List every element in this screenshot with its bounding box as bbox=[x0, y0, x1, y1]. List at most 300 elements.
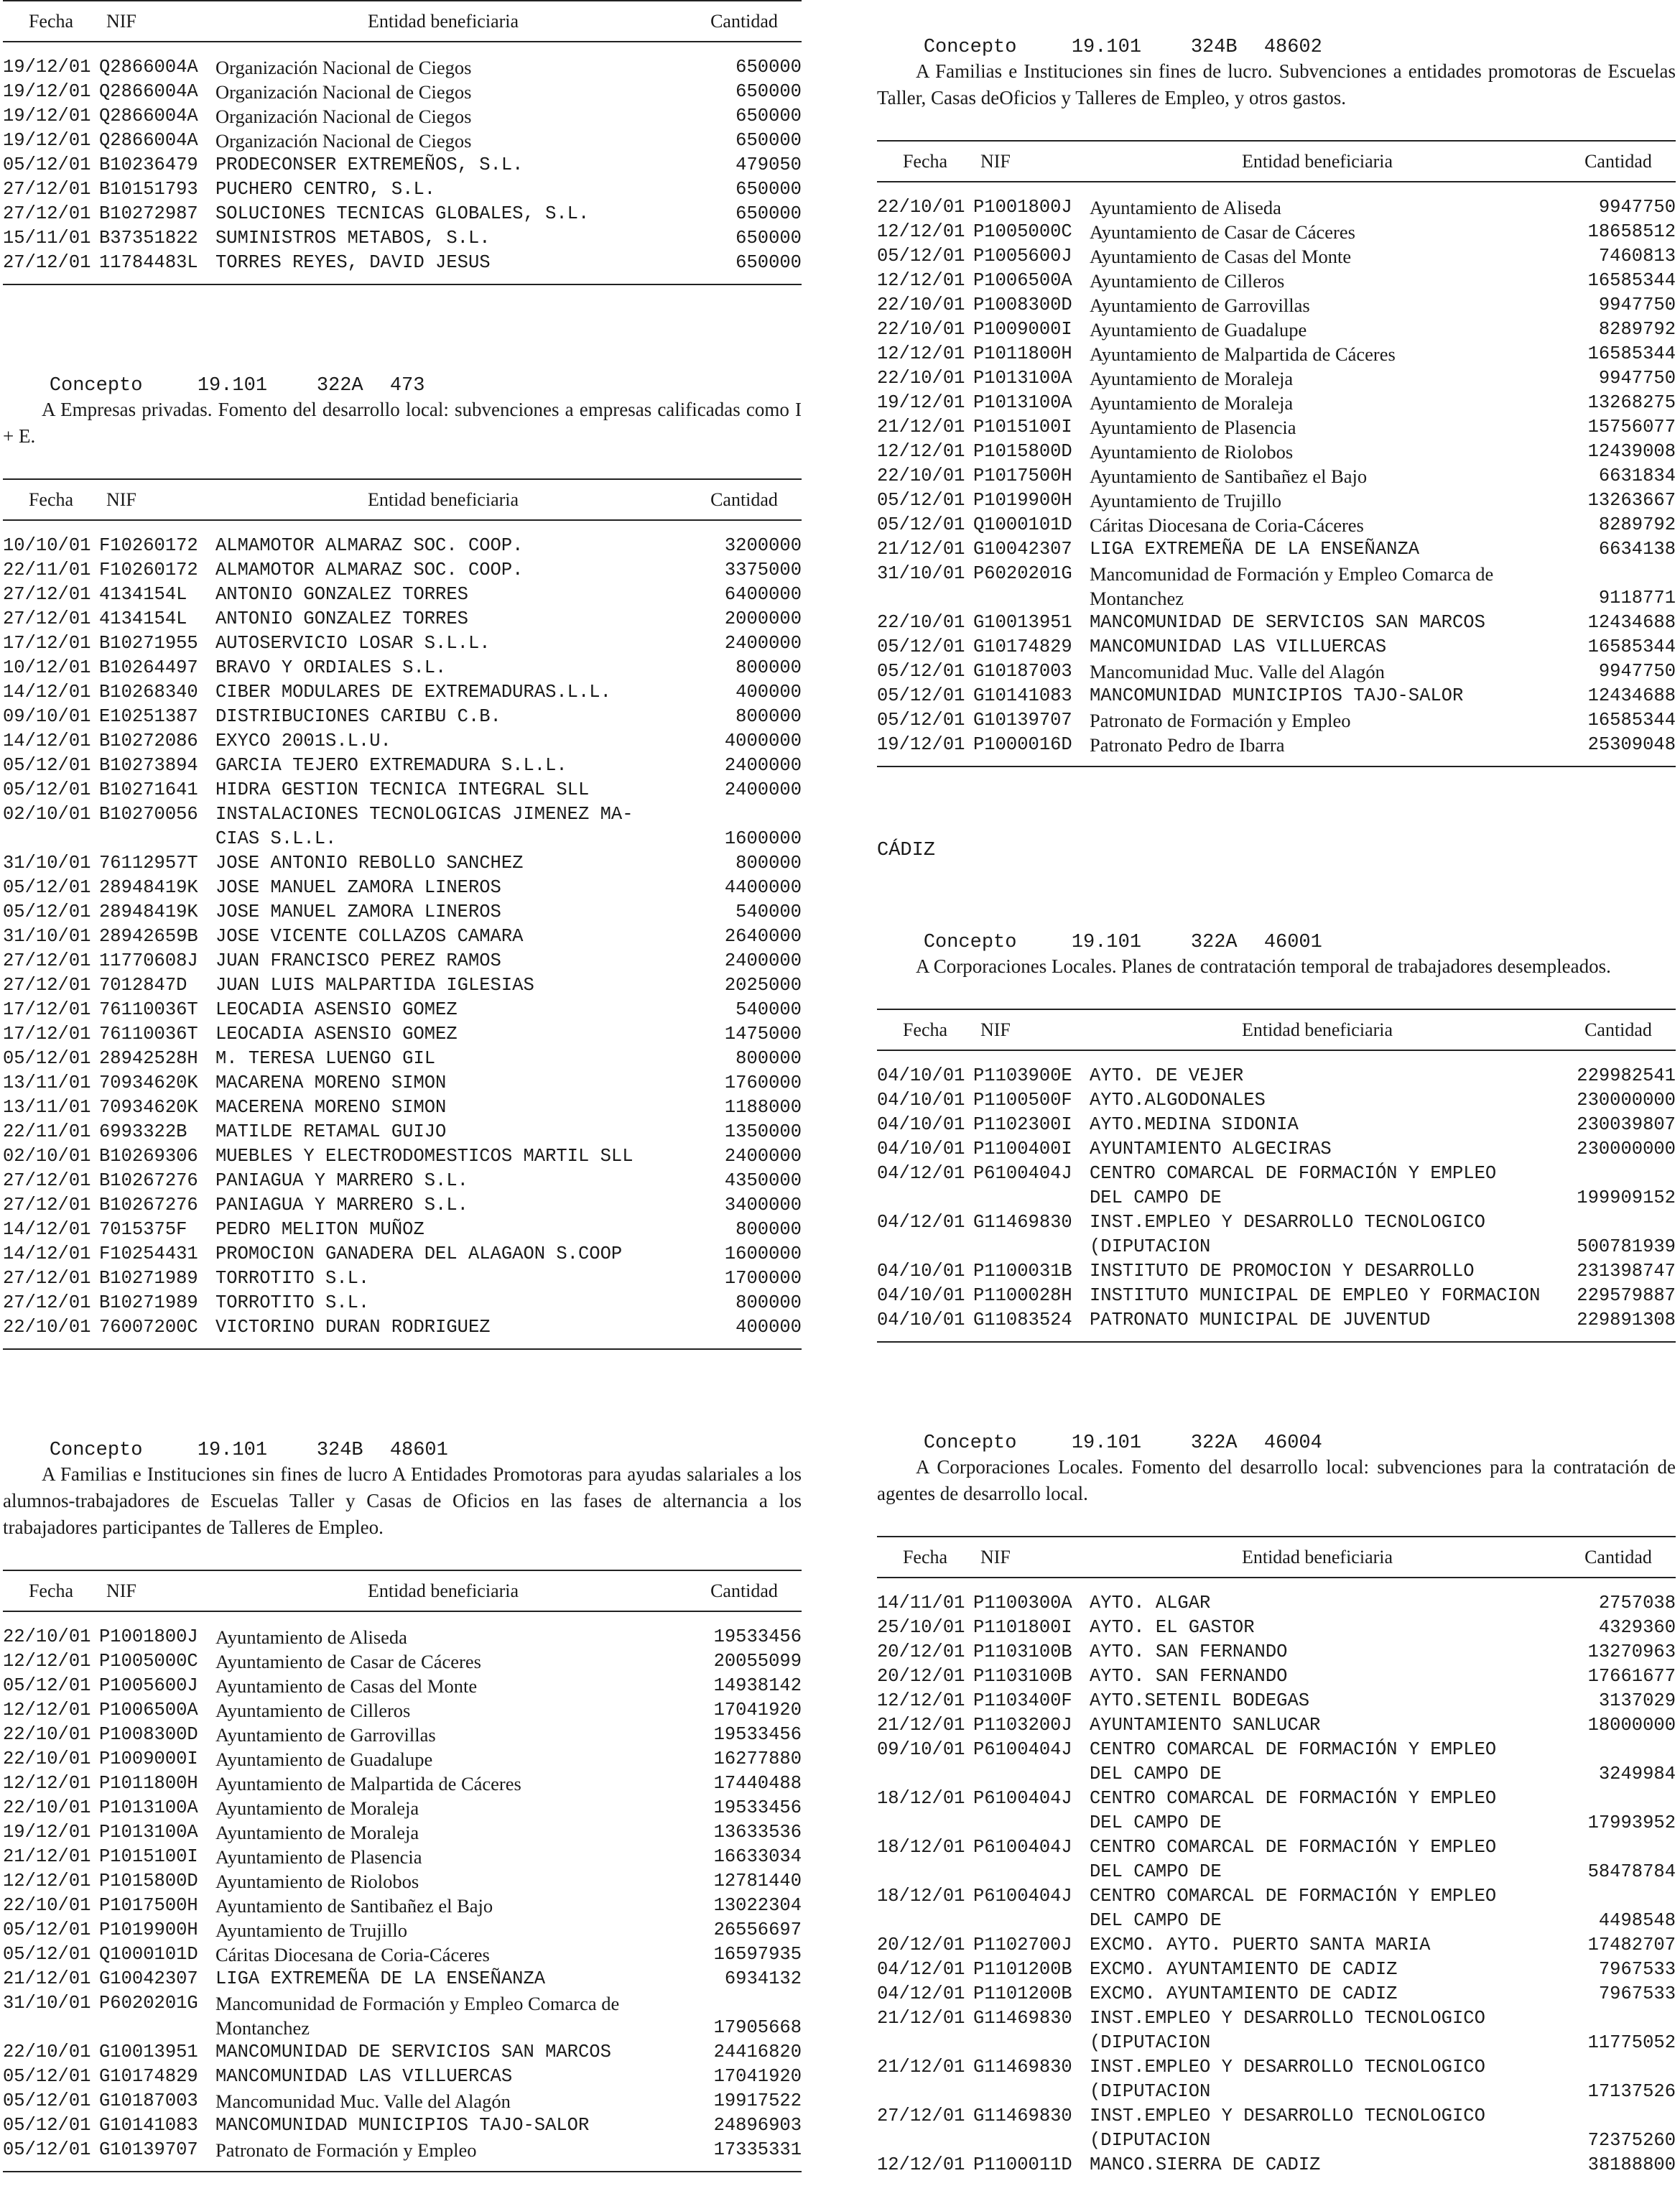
cell-nif: B10267276 bbox=[99, 1195, 198, 1215]
cell-cantidad: 1350000 bbox=[724, 1121, 802, 1142]
entidad-line: EXCMO. AYUNTAMIENTO DE CADIZ bbox=[1090, 1983, 1398, 2004]
cell-entidad bbox=[215, 705, 701, 729]
cell-cantidad: 2400000 bbox=[724, 779, 802, 800]
cell-entidad bbox=[215, 1723, 701, 1747]
entidad-line: Ayuntamiento de Guadalupe bbox=[215, 1749, 433, 1770]
cell-fecha: 27/12/01 bbox=[3, 950, 91, 971]
cell-entidad bbox=[1090, 1137, 1575, 1162]
table-row bbox=[3, 1845, 802, 1869]
entidad-line: BRAVO Y ORDIALES S.L. bbox=[215, 657, 447, 678]
table-row bbox=[3, 851, 802, 876]
cell-cantidad: 4000000 bbox=[724, 731, 802, 751]
cell-fecha: 19/12/01 bbox=[3, 106, 91, 126]
table-row bbox=[3, 80, 802, 104]
cell-fecha: 13/11/01 bbox=[3, 1073, 91, 1093]
header-cantidad: Cantidad bbox=[710, 488, 778, 510]
cell-nif: P1013100A bbox=[973, 392, 1072, 413]
cell-entidad bbox=[1090, 293, 1575, 318]
cell-fecha: 22/10/01 bbox=[877, 197, 965, 218]
header-nif: NIF bbox=[106, 10, 136, 32]
entidad-line: MANCO.SIERRA DE CADIZ bbox=[1090, 2154, 1321, 2175]
cell-cantidad: 16585344 bbox=[1587, 710, 1676, 731]
cell-cantidad: 6934132 bbox=[724, 1968, 802, 1989]
cell-cantidad: 800000 bbox=[735, 657, 802, 678]
entidad-line: MACERENA MORENO SIMON bbox=[215, 1097, 447, 1118]
cell-nif: P1008300D bbox=[973, 295, 1072, 315]
cell-fecha: 17/12/01 bbox=[3, 633, 91, 654]
cell-cantidad: 500781939 bbox=[1577, 1236, 1676, 1257]
cell-entidad bbox=[215, 729, 701, 754]
cell-nif: P1100300A bbox=[973, 1593, 1072, 1613]
cell-cantidad: 3375000 bbox=[724, 560, 802, 580]
cell-nif: P1006500A bbox=[973, 270, 1072, 291]
concept-line bbox=[3, 1407, 802, 1461]
cell-nif: P1011800H bbox=[973, 343, 1072, 364]
entidad-line: AYUNTAMIENTO ALGECIRAS bbox=[1090, 1139, 1332, 1159]
table-row bbox=[3, 2089, 802, 2113]
cell-entidad bbox=[1090, 1787, 1575, 1835]
cell-entidad bbox=[1090, 1259, 1575, 1284]
cell-nif: Q1000101D bbox=[973, 514, 1072, 535]
cell-entidad bbox=[215, 80, 701, 104]
cell-fecha: 14/12/01 bbox=[3, 731, 91, 751]
entidad-line: INST.EMPLEO Y DESARROLLO TECNOLOGICO bbox=[1090, 2106, 1485, 2126]
cell-nif: P1000016D bbox=[973, 734, 1072, 755]
cell-cantidad: 199909152 bbox=[1577, 1187, 1676, 1208]
entidad-line: CIBER MODULARES DE EXTREMADURAS.L.L. bbox=[215, 682, 611, 703]
cell-fecha: 12/12/01 bbox=[3, 1651, 91, 1672]
cell-cantidad: 9947750 bbox=[1598, 368, 1676, 389]
cell-cantidad: 6631834 bbox=[1598, 466, 1676, 486]
cell-entidad bbox=[215, 1796, 701, 1820]
cell-entidad bbox=[215, 2065, 701, 2089]
cell-entidad bbox=[1090, 1738, 1575, 1787]
table-body bbox=[3, 1612, 802, 2172]
cell-fecha: 05/12/01 bbox=[3, 1919, 91, 1940]
cell-cantidad: 18000000 bbox=[1587, 1715, 1676, 1736]
table-row bbox=[3, 177, 802, 202]
entidad-line: JOSE MANUEL ZAMORA LINEROS bbox=[215, 902, 501, 922]
entidad-line: AYTO. SAN FERNANDO bbox=[1090, 1641, 1288, 1662]
table-row bbox=[3, 2138, 802, 2162]
cell-cantidad: 4350000 bbox=[724, 1170, 802, 1191]
cell-cantidad: 9118771 bbox=[1598, 588, 1676, 608]
entidad-line: Mancomunidad Muc. Valle del Alagón bbox=[215, 2090, 511, 2112]
cell-fecha: 14/12/01 bbox=[3, 682, 91, 703]
cell-fecha: 12/12/01 bbox=[877, 2154, 965, 2175]
table-row bbox=[3, 2113, 802, 2138]
cell-nif: G10174829 bbox=[973, 636, 1072, 657]
cell-fecha: 27/12/01 bbox=[3, 1268, 91, 1289]
cell-cantidad: 17335331 bbox=[713, 2139, 802, 2160]
table-row bbox=[3, 2040, 802, 2065]
table-row bbox=[3, 1144, 802, 1169]
table-row bbox=[3, 1674, 802, 1698]
cell-cantidad: 16633034 bbox=[713, 1846, 802, 1867]
entidad-line: M. TERESA LUENGO GIL bbox=[215, 1048, 436, 1069]
cell-nif: G11469830 bbox=[973, 2106, 1072, 2126]
header-entidad: Entidad beneficiaria bbox=[1241, 1546, 1393, 1567]
cell-entidad bbox=[215, 1242, 701, 1266]
cell-nif: P1015800D bbox=[973, 441, 1072, 462]
entidad-line: SUMINISTROS METABOS, S.L. bbox=[215, 228, 491, 249]
table-row bbox=[3, 104, 802, 129]
cell-cantidad: 6634138 bbox=[1598, 539, 1676, 560]
cell-fecha: 12/12/01 bbox=[877, 441, 965, 462]
table-header bbox=[877, 140, 1676, 182]
cell-fecha: 19/12/01 bbox=[877, 734, 965, 755]
table-row bbox=[877, 391, 1676, 415]
cell-nif: B10272086 bbox=[99, 731, 198, 751]
cell-fecha: 12/12/01 bbox=[877, 221, 965, 242]
table-row bbox=[3, 1022, 802, 1047]
entidad-line-continued: DEL CAMPO DE bbox=[1090, 1187, 1222, 1208]
entidad-line: ALMAMOTOR ALMARAZ SOC. COOP. bbox=[215, 560, 524, 580]
cell-cantidad: 2400000 bbox=[724, 950, 802, 971]
entidad-line: LEOCADIA ASENSIO GOMEZ bbox=[215, 999, 458, 1020]
cell-cantidad: 13263667 bbox=[1587, 490, 1676, 511]
province-heading: CÁDIZ bbox=[877, 840, 936, 861]
cell-cantidad: 2400000 bbox=[724, 1146, 802, 1167]
table-row bbox=[3, 876, 802, 900]
cell-fecha: 18/12/01 bbox=[877, 1837, 965, 1858]
cell-fecha: 04/10/01 bbox=[877, 1090, 965, 1111]
cell-fecha: 17/12/01 bbox=[3, 999, 91, 1020]
cell-cantidad: 2400000 bbox=[724, 755, 802, 776]
cell-fecha: 21/12/01 bbox=[3, 1846, 91, 1867]
cell-fecha: 31/10/01 bbox=[3, 853, 91, 874]
cell-entidad bbox=[1090, 1933, 1575, 1958]
cell-entidad bbox=[1090, 1162, 1575, 1210]
cell-nif: G10139707 bbox=[973, 710, 1072, 731]
cell-fecha: 12/12/01 bbox=[877, 270, 965, 291]
entidad-line: Ayuntamiento de Cilleros bbox=[1090, 270, 1285, 292]
cell-nif: P1001800J bbox=[99, 1626, 198, 1647]
entidad-line: PRODECONSER EXTREMEÑOS, S.L. bbox=[215, 154, 524, 175]
cell-entidad bbox=[215, 1967, 701, 1991]
concept-subconcept: 46001 bbox=[1263, 932, 1322, 953]
cell-nif: 70934620K bbox=[99, 1097, 198, 1118]
table-row bbox=[877, 1308, 1676, 1333]
cell-cantidad: 650000 bbox=[735, 130, 802, 151]
cell-cantidad: 17661677 bbox=[1587, 1666, 1676, 1687]
cell-fecha: 19/12/01 bbox=[877, 392, 965, 413]
table-row bbox=[3, 900, 802, 925]
cell-cantidad: 800000 bbox=[735, 1292, 802, 1313]
cell-fecha: 05/12/01 bbox=[3, 2090, 91, 2111]
entidad-line: AYUNTAMIENTO SANLUCAR bbox=[1090, 1715, 1321, 1736]
cell-fecha: 17/12/01 bbox=[3, 1024, 91, 1045]
cell-nif: 28942659B bbox=[99, 926, 198, 947]
cell-fecha: 10/10/01 bbox=[3, 535, 91, 556]
entidad-line: Ayuntamiento de Moraleja bbox=[1090, 392, 1294, 414]
entidad-line: INST.EMPLEO Y DESARROLLO TECNOLOGICO bbox=[1090, 2008, 1485, 2029]
table-row bbox=[3, 1820, 802, 1845]
cell-cantidad: 650000 bbox=[735, 179, 802, 200]
cell-entidad bbox=[1090, 1664, 1575, 1689]
entidad-line: Ayuntamiento de Plasencia bbox=[215, 1846, 422, 1868]
cell-fecha: 10/12/01 bbox=[3, 657, 91, 678]
cell-entidad bbox=[215, 876, 701, 900]
table-row bbox=[3, 1291, 802, 1315]
entidad-line: CENTRO COMARCAL DE FORMACIÓN Y EMPLEO bbox=[1090, 1163, 1497, 1184]
cell-fecha: 21/12/01 bbox=[3, 1968, 91, 1989]
table-header bbox=[3, 1570, 802, 1612]
cell-entidad bbox=[1090, 635, 1575, 659]
cell-fecha: 27/12/01 bbox=[3, 203, 91, 224]
cell-entidad bbox=[215, 153, 701, 177]
entidad-line: MANCOMUNIDAD MUNICIPIOS TAJO-SALOR bbox=[1090, 685, 1464, 706]
cell-cantidad: 8289792 bbox=[1598, 319, 1676, 340]
cell-cantidad: 479050 bbox=[735, 154, 802, 175]
cell-fecha: 04/12/01 bbox=[877, 1163, 965, 1184]
cell-entidad bbox=[1090, 366, 1575, 391]
entidad-line: JUAN FRANCISCO PEREZ RAMOS bbox=[215, 950, 501, 971]
entidad-line: EXCMO. AYUNTAMIENTO DE CADIZ bbox=[1090, 1959, 1398, 1980]
table-row bbox=[877, 318, 1676, 342]
cell-cantidad: 1475000 bbox=[724, 1024, 802, 1045]
concept-program: 322A bbox=[1190, 932, 1238, 953]
entidad-line: PUCHERO CENTRO, S.L. bbox=[215, 179, 436, 200]
cell-nif: P1101800I bbox=[973, 1617, 1072, 1638]
cell-nif: P6020201G bbox=[973, 563, 1072, 584]
cell-nif: B10272987 bbox=[99, 203, 198, 224]
cell-fecha: 27/12/01 bbox=[3, 179, 91, 200]
cell-cantidad: 17137526 bbox=[1587, 2081, 1676, 2102]
cell-entidad bbox=[215, 1869, 701, 1894]
cell-fecha: 05/12/01 bbox=[877, 246, 965, 267]
entidad-line-continued: Montanchez bbox=[215, 2017, 310, 2039]
table-row bbox=[877, 415, 1676, 440]
concept-subconcept: 46004 bbox=[1263, 1432, 1322, 1454]
cell-fecha: 19/12/01 bbox=[3, 1822, 91, 1843]
cell-cantidad: 2025000 bbox=[724, 975, 802, 996]
cell-entidad bbox=[215, 1772, 701, 1796]
concept-description: A Familias e Instituciones sin fines de lucro A Entidades Promotoras para ayudas salariales a los alumnos-trabajadores de Escuelas Taller y Casas de Oficios en las fases de alternancia a los trabajadores participantes de Talleres de Empleo. bbox=[3, 1463, 802, 1538]
concept-description: A Corporaciones Locales. Fomento del desarrollo local: subvenciones para la contratación de agentes de desarrollo local. bbox=[877, 1456, 1676, 1504]
cell-fecha: 05/12/01 bbox=[3, 2139, 91, 2160]
cell-entidad bbox=[215, 900, 701, 925]
entidad-line: MANCOMUNIDAD DE SERVICIOS SAN MARCOS bbox=[215, 2042, 611, 2062]
cell-cantidad: 650000 bbox=[735, 252, 802, 273]
cell-cantidad: 540000 bbox=[735, 999, 802, 1020]
cell-fecha: 19/12/01 bbox=[3, 81, 91, 102]
concept-label: Concepto bbox=[923, 932, 1017, 953]
cell-fecha: 27/12/01 bbox=[3, 1292, 91, 1313]
cell-fecha: 05/12/01 bbox=[877, 661, 965, 682]
cell-cantidad: 13022304 bbox=[713, 1895, 802, 1916]
entidad-line: MANCOMUNIDAD MUNICIPIOS TAJO-SALOR bbox=[215, 2115, 590, 2136]
cell-fecha: 22/10/01 bbox=[3, 1626, 91, 1647]
table-row bbox=[877, 2006, 1676, 2055]
cell-entidad bbox=[215, 1894, 701, 1918]
header-nif: NIF bbox=[106, 1580, 136, 1601]
cell-fecha: 05/12/01 bbox=[3, 755, 91, 776]
cell-nif: 76112957T bbox=[99, 853, 198, 874]
cell-entidad bbox=[1090, 391, 1575, 415]
entidad-line: AYTO.MEDINA SIDONIA bbox=[1090, 1114, 1299, 1135]
cell-fecha: 22/10/01 bbox=[3, 1895, 91, 1916]
cell-entidad bbox=[215, 558, 701, 583]
cell-fecha: 04/10/01 bbox=[877, 1114, 965, 1135]
cell-fecha: 04/10/01 bbox=[877, 1139, 965, 1159]
entidad-line: HIDRA GESTION TECNICA INTEGRAL SLL bbox=[215, 779, 590, 800]
cell-entidad bbox=[1090, 1591, 1575, 1616]
cell-fecha: 02/10/01 bbox=[3, 804, 91, 825]
cell-nif: Q2866004A bbox=[99, 106, 198, 126]
table-row bbox=[877, 1064, 1676, 1088]
table-row bbox=[877, 1835, 1676, 1884]
cell-entidad bbox=[1090, 464, 1575, 488]
table-row bbox=[3, 949, 802, 973]
table-row bbox=[877, 440, 1676, 464]
concept-label: Concepto bbox=[923, 1432, 1017, 1454]
cell-cantidad: 19917522 bbox=[713, 2090, 802, 2111]
cell-cantidad: 17041920 bbox=[713, 1700, 802, 1720]
cell-cantidad: 12434688 bbox=[1587, 685, 1676, 706]
cell-cantidad: 16277880 bbox=[713, 1749, 802, 1769]
table-row bbox=[3, 1266, 802, 1291]
table-row bbox=[3, 973, 802, 998]
cell-nif: F10260172 bbox=[99, 560, 198, 580]
cell-nif: P1015100I bbox=[99, 1846, 198, 1867]
table-row bbox=[3, 680, 802, 705]
cell-cantidad: 9947750 bbox=[1598, 197, 1676, 218]
table-row bbox=[3, 1918, 802, 1942]
cell-nif: G10139707 bbox=[99, 2139, 198, 2160]
table-row bbox=[3, 129, 802, 153]
table-row bbox=[3, 631, 802, 656]
table-row bbox=[3, 778, 802, 802]
entidad-line-continued: CIAS S.L.L. bbox=[215, 828, 337, 849]
concept-program: 324B bbox=[1190, 37, 1238, 58]
cell-fecha: 04/12/01 bbox=[877, 1959, 965, 1980]
cell-cantidad: 25309048 bbox=[1587, 734, 1676, 755]
table-row bbox=[877, 1113, 1676, 1137]
cell-nif: P1103100B bbox=[973, 1641, 1072, 1662]
table-row bbox=[3, 1649, 802, 1674]
cell-entidad bbox=[215, 177, 701, 202]
cell-nif: P1008300D bbox=[99, 1724, 198, 1745]
table-row bbox=[877, 1259, 1676, 1284]
concept-description: A Corporaciones Locales. Planes de contratación temporal de trabajadores desempleados. bbox=[916, 955, 1611, 977]
cell-fecha: 05/12/01 bbox=[3, 1048, 91, 1069]
entidad-line: Ayuntamiento de Casas del Monte bbox=[215, 1675, 478, 1697]
cell-nif: G10013951 bbox=[973, 612, 1072, 633]
left-column bbox=[3, 0, 802, 2172]
concept-code: 19.101 bbox=[197, 375, 268, 397]
cell-entidad bbox=[215, 2113, 701, 2138]
cell-entidad bbox=[215, 656, 701, 680]
entidad-line: Ayuntamiento de Moraleja bbox=[215, 1797, 419, 1819]
cell-cantidad: 17440488 bbox=[713, 1773, 802, 1794]
cell-entidad bbox=[215, 1625, 701, 1649]
cell-fecha: 22/10/01 bbox=[877, 295, 965, 315]
cell-cantidad: 2640000 bbox=[724, 926, 802, 947]
table-row bbox=[877, 733, 1676, 757]
cell-fecha: 05/12/01 bbox=[3, 1675, 91, 1696]
entidad-line: GARCIA TEJERO EXTREMADURA S.L.L. bbox=[215, 755, 567, 776]
cell-nif: B10271955 bbox=[99, 633, 198, 654]
concept-description: A Familias e Instituciones sin fines de lucro. Subvenciones a entidades promotoras de Escuelas Taller, Casas deOficios y Talleres de Empleo, y otros gastos. bbox=[877, 60, 1676, 108]
entidad-line: AYTO. SAN FERNANDO bbox=[1090, 1666, 1288, 1687]
cell-cantidad: 650000 bbox=[735, 106, 802, 126]
table-row bbox=[877, 220, 1676, 244]
cell-entidad bbox=[1090, 1835, 1575, 1884]
cell-entidad bbox=[215, 754, 701, 778]
cell-nif: P6100404J bbox=[973, 1739, 1072, 1760]
header-fecha: Fecha bbox=[28, 488, 74, 510]
cell-entidad bbox=[215, 1820, 701, 1845]
cell-entidad bbox=[1090, 415, 1575, 440]
entidad-line: AYTO. EL GASTOR bbox=[1090, 1617, 1255, 1638]
cell-nif: P1013100A bbox=[99, 1822, 198, 1843]
cell-fecha: 14/11/01 bbox=[877, 1593, 965, 1613]
cell-nif: B10268340 bbox=[99, 682, 198, 703]
cell-nif: B10267276 bbox=[99, 1170, 198, 1191]
entidad-line-continued: DEL CAMPO DE bbox=[1090, 1812, 1222, 1833]
header-entidad: Entidad beneficiaria bbox=[1241, 1019, 1393, 1040]
header-fecha: Fecha bbox=[28, 1580, 74, 1601]
cell-cantidad: 540000 bbox=[735, 902, 802, 922]
cell-fecha: 22/10/01 bbox=[3, 1317, 91, 1338]
cell-nif: P1019900H bbox=[99, 1919, 198, 1940]
entidad-line: DISTRIBUCIONES CARIBU C.B. bbox=[215, 706, 501, 727]
cell-fecha: 31/10/01 bbox=[3, 926, 91, 947]
cell-entidad bbox=[215, 583, 701, 607]
cell-entidad bbox=[215, 631, 701, 656]
table-body bbox=[877, 1578, 1676, 2186]
cell-fecha: 05/12/01 bbox=[3, 154, 91, 175]
entidad-line: PANIAGUA Y MARRERO S.L. bbox=[215, 1170, 468, 1191]
concept-subconcept: 48602 bbox=[1263, 37, 1322, 58]
cell-nif: B10271989 bbox=[99, 1268, 198, 1289]
cell-fecha: 22/11/01 bbox=[3, 1121, 91, 1142]
entidad-line: Ayuntamiento de Cilleros bbox=[215, 1700, 411, 1721]
cell-nif: 28948419K bbox=[99, 902, 198, 922]
table-row bbox=[3, 226, 802, 251]
table-row bbox=[3, 1698, 802, 1723]
concept-label: Concepto bbox=[49, 375, 143, 397]
cell-cantidad: 3400000 bbox=[724, 1195, 802, 1215]
cell-nif: 4134154L bbox=[99, 584, 187, 605]
cell-fecha: 05/12/01 bbox=[877, 685, 965, 706]
cell-nif: Q1000101D bbox=[99, 1944, 198, 1965]
concept-program: 322A bbox=[1190, 1432, 1238, 1454]
table-row bbox=[3, 802, 802, 851]
cell-cantidad: 230000000 bbox=[1577, 1090, 1676, 1111]
entidad-line-continued: (DIPUTACION bbox=[1090, 2081, 1211, 2102]
cell-nif: 6993322B bbox=[99, 1121, 187, 1142]
cell-cantidad: 8289792 bbox=[1598, 514, 1676, 535]
cell-entidad bbox=[215, 1942, 701, 1967]
entidad-line: EXCMO. AYTO. PUERTO SANTA MARIA bbox=[1090, 1935, 1431, 1955]
header-nif: NIF bbox=[980, 1019, 1011, 1040]
concept-label: Concepto bbox=[923, 37, 1017, 58]
cell-cantidad: 16585344 bbox=[1587, 636, 1676, 657]
cell-cantidad: 7460813 bbox=[1598, 246, 1676, 267]
cell-fecha: 25/10/01 bbox=[877, 1617, 965, 1638]
entidad-line: Ayuntamiento de Moraleja bbox=[1090, 368, 1294, 389]
cell-cantidad: 13633536 bbox=[713, 1822, 802, 1843]
cell-nif: P1102300I bbox=[973, 1114, 1072, 1135]
entidad-line: Patronato Pedro de Ibarra bbox=[1090, 734, 1285, 756]
cell-nif: Q2866004A bbox=[99, 130, 198, 151]
cell-fecha: 27/12/01 bbox=[3, 584, 91, 605]
cell-nif: 70934620K bbox=[99, 1073, 198, 1093]
cell-fecha: 21/12/01 bbox=[877, 417, 965, 437]
entidad-line: Patronato de Formación y Empleo bbox=[1090, 710, 1351, 731]
